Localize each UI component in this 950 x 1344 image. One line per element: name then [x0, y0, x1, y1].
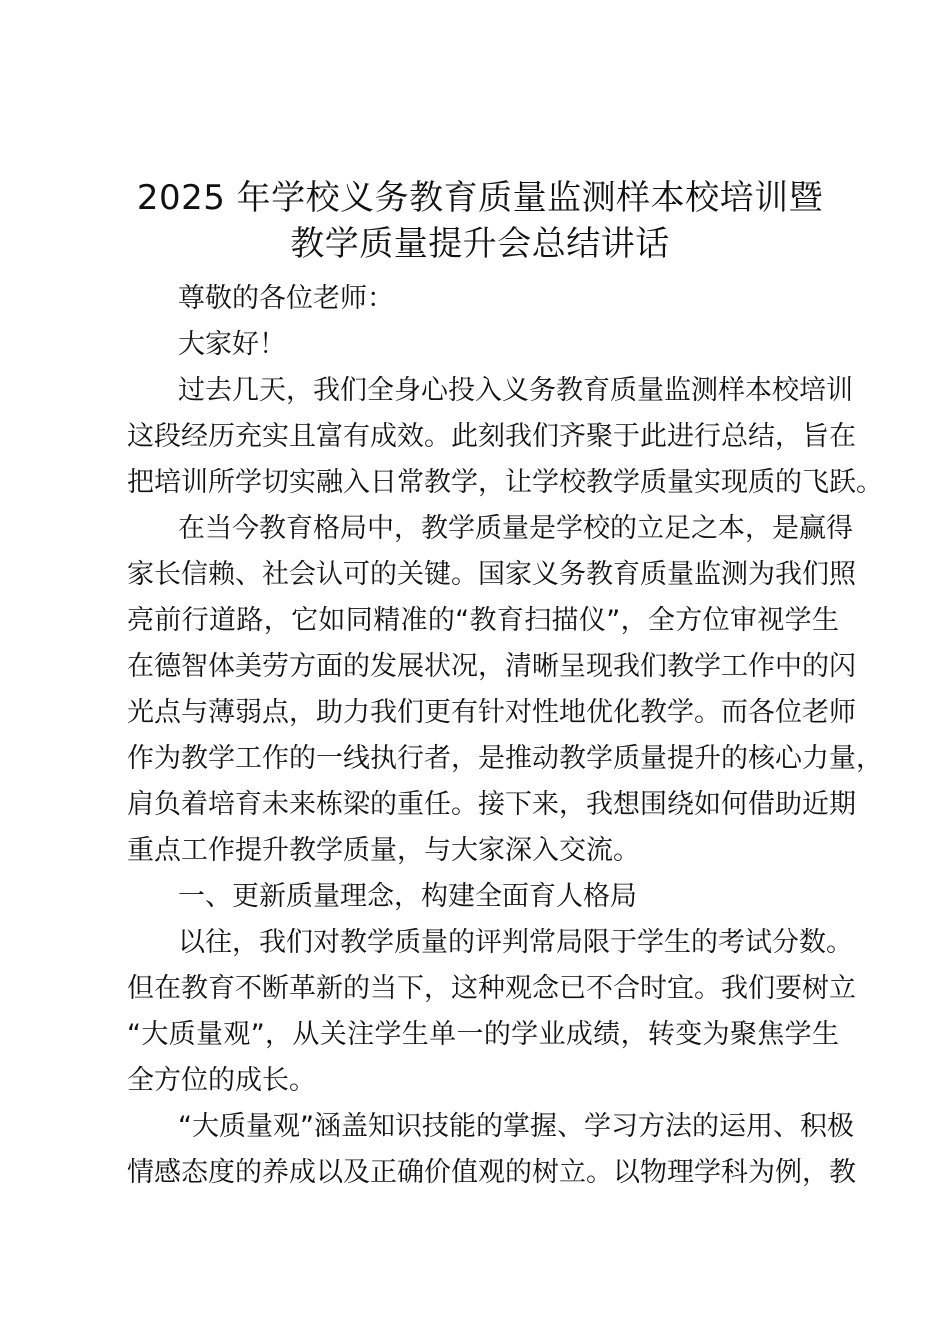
text-line: 在当今教育格局中，教学质量是学校的立足之本，是赢得: [178, 513, 853, 544]
greeting: 大家好！: [178, 329, 286, 360]
text-line: 肩负着培育未来栋梁的重任。接下来，我想围绕如何借助近期: [127, 789, 856, 820]
text-line: “大质量观”，从关注学生单一的学业成绩，转变为聚焦学生: [127, 1019, 839, 1050]
text-line: 家长信赖、社会认可的关键。国家义务教育质量监测为我们照: [127, 559, 856, 590]
text-line: 在德智体美劳方面的发展状况，清晰呈现我们教学工作中的闪: [127, 651, 856, 682]
section-heading: 一、更新质量理念，构建全面育人格局: [178, 881, 637, 912]
text-line: 以往，我们对教学质量的评判常局限于学生的考试分数。: [178, 927, 853, 958]
text-line: 这段经历充实且富有成效。此刻我们齐聚于此进行总结，旨在: [127, 421, 856, 452]
text-line: 亮前行道路，它如同精准的“教育扫描仪”，全方位审视学生: [127, 605, 839, 636]
text-line: 光点与薄弱点，助力我们更有针对性地优化教学。而各位老师: [127, 697, 856, 728]
text-line: 把培训所学切实融入日常教学，让学校教学质量实现质的飞跃。: [127, 467, 883, 498]
text-line: 重点工作提升教学质量，与大家深入交流。: [127, 835, 640, 866]
salutation: 尊敬的各位老师：: [178, 283, 394, 314]
document-title-line-2: 教学质量提升会总结讲话: [290, 224, 670, 264]
text-line: “大质量观”涵盖知识技能的掌握、学习方法的运用、积极: [178, 1111, 854, 1142]
text-line: 过去几天，我们全身心投入义务教育质量监测样本校培训: [178, 375, 853, 406]
text-line: 作为教学工作的一线执行者，是推动教学质量提升的核心力量，: [127, 743, 883, 774]
document-title-line-1: 2025 年学校义务教育质量监测样本校培训暨: [136, 178, 824, 218]
text-line: 全方位的成长。: [127, 1065, 316, 1096]
text-line: 但在教育不断革新的当下，这种观念已不合时宜。我们要树立: [127, 973, 856, 1004]
text-line: 情感态度的养成以及正确价值观的树立。以物理学科为例，教: [127, 1157, 856, 1188]
